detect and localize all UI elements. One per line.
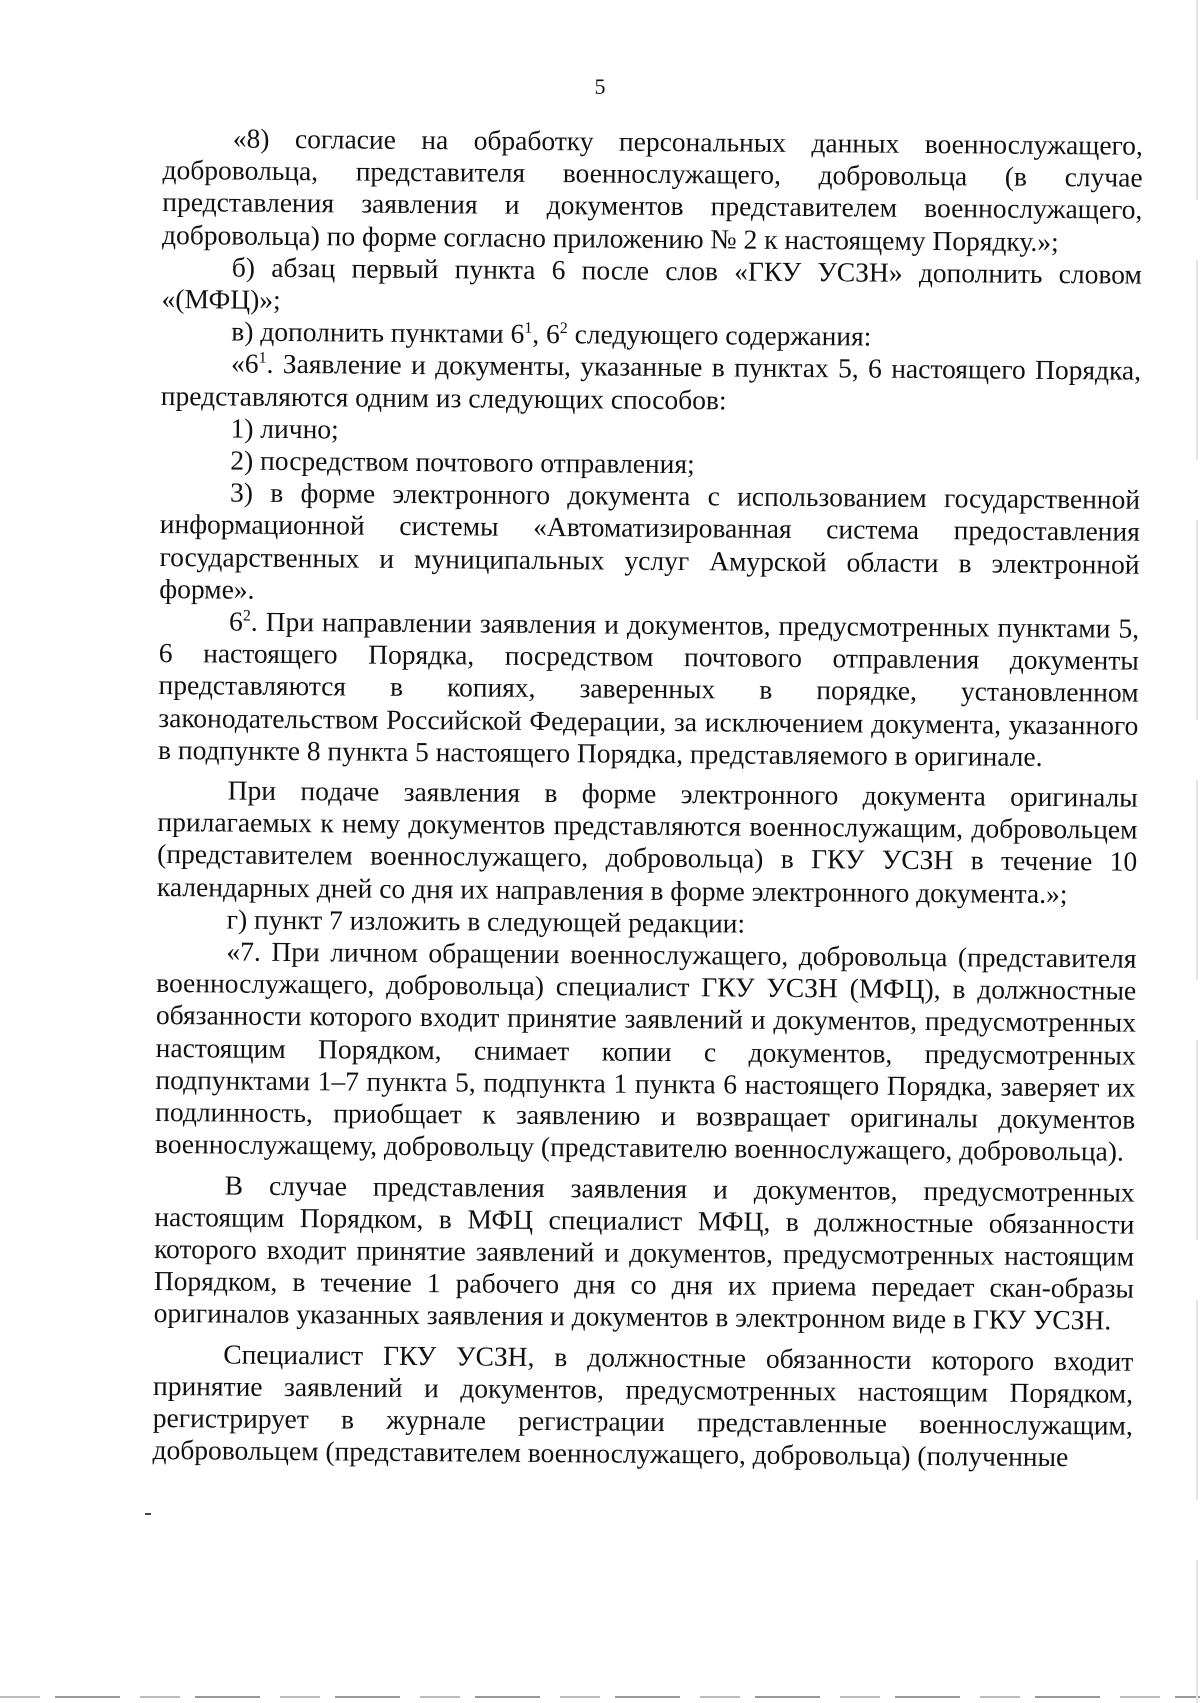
amend-v-text-2: , 6 [532,318,560,350]
superscript-2: 2 [242,607,251,625]
scan-bottom-edge [0,1696,1200,1698]
amend-v-text-1: в) дополнить пунктами 6 [231,315,525,350]
superscript-2: 2 [559,320,568,338]
paragraph-item-8-consent: «8) согласие на обработку персональных данных военнослужащего, добровольца, представителя военнослужащего, добровольца (в случае представления заявления и документов представителем военнослужащего, добровольца) по форме согласно приложению № 2 к настоящему Порядку.»; [161,122,1143,257]
clause-6-2-text: . При направлении заявления и документов, предусмотренных пунктами 5, 6 настоящего Порядка, посредством почтового отправления документы представляются в копиях, заверенных в порядке, установленном законодательством Российской Федерации, за исключением документа, указанного в подпункте 8 пункта 5 настоящего Порядка, представляемого в оригинале. [157,605,1140,772]
paragraph-clause-6-2 [158,605,1139,774]
clause-6-2-number: 6 [228,605,243,637]
paragraph-mfc: В случае представления заявления и документов, предусмотренных настоящим Порядком, в МФЦ специалист МФЦ, в должностные обязанности которого входит принятие заявлений и документов, предусмотренных настоящим Порядком, в течение 1 рабочего дня со дня их приема передает скан-образы оригиналов указанных заявления и документов в электронном виде в ГКУ УСЗН. [153,1169,1135,1336]
list-item-in-person: 1) лично; [230,412,339,445]
superscript-1: 1 [258,350,267,368]
list-item-by-post: 2) посредством почтового отправления; [230,444,695,480]
paragraph-amend-g: г) пункт 7 изложить в следующей редакции: [226,903,746,939]
paragraph-amend-b: б) абзац первый пункта 6 после слов «ГКУ УСЗН» дополнить словом «(МФЦ)»; [161,251,1142,315]
scan-margin-mark [145,1513,151,1515]
superscript-1: 1 [524,319,533,337]
paragraph-electronic-originals: При подаче заявления в форме электронного документа оригиналы прилагаемых к нему документов представляются военнослужащим, добровольцем (представителем военнослужащего, добровольца) в ГКУ УСЗН в течение 10 календарных дней со дня их направления в форме электронного документа.»; [156,774,1138,909]
scan-right-edge [1196,0,1198,1703]
amend-v-text-3: следующего содержания: [567,318,872,352]
paragraph-registration: Специалист ГКУ УСЗН, в должностные обязанности которого входит принятие заявлений и документов, предусмотренных настоящим Порядком, регистрирует в журнале регистрации представленные военнослужащим, добровольцем (представителем военнослужащего, добровольца) (полученные [152,1338,1134,1473]
clause-6-1-number: «6 [230,347,259,380]
paragraph-clause-6-1 [161,347,1141,419]
document-body [152,122,1143,1474]
clause-6-1-text: . Заявление и документы, указанные в пунктах 5, 6 настоящего Порядка, представляются одним из следующих способов: [160,348,1142,416]
page-number: 5 [594,74,606,99]
list-item-electronic: 3) в форме электронного документа с использованием государственной информационной системы «Автоматизированная система предоставления государственных и муниципальных услуг Амурской области в электронной форме». [159,476,1141,605]
paragraph-clause-7: «7. При личном обращении военнослужащего, добровольца (представителя военнослужащего, добровольца) специалист ГКУ УСЗН (МФЦ), в должностные обязанности которого входит принятие заявлений и документов, предусмотренных настоящим Порядком, снимает копии с документов, предусмотренных подпунктами 1–7 пункта 5, подпункта 1 пункта 6 настоящего Порядка, заверяет их подлинность, приобщает к заявлению и возвращает оригиналы документов военнослужащему, добровольцу (представителю военнослужащего, добровольца). [154,935,1137,1167]
